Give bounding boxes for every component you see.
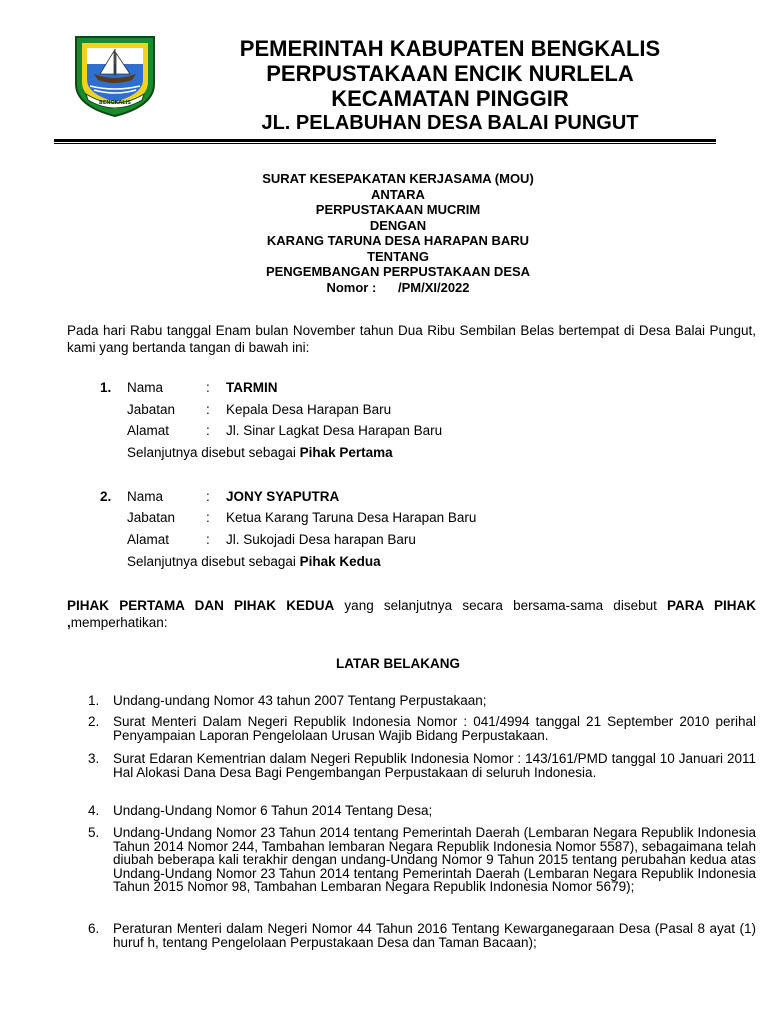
bengkalis-regency-emblem — [72, 34, 158, 118]
letterhead-line-2: PERPUSTAKAAN ENCIK NURLELA — [266, 61, 634, 86]
list-number: 4. — [88, 803, 100, 818]
title-line: TENTANG — [367, 248, 429, 264]
list-number: 6. — [88, 921, 100, 936]
list-text: Undang-Undang Nomor 23 Tahun 2014 tentang Pemerintah Daerah (Lembaran Negara Republik Indonesia Tahun 2014 Nomor 244, Tambahan lembaran Negara Republik Indonesia Nomor 5587), sebagaimana telah diubah beberapa kali terakhir dengan undang-Undang Nomor 9 Tahun 2015 tentang perubahan kedua atas Undang-Undang Nomor 23 Tahun 2014 tentang Pemerintah Daerah (Lembaran Negara Republik Indonesia Tahun 2015 Nomor 98, Tambahan Lembaran Negara Republik Indonesia Nomor 5679); — [113, 825, 756, 894]
title-line: PENGEMBANGAN PERPUSTAKAAN DESA — [265, 264, 531, 279]
colon: : — [206, 423, 210, 438]
list-text: Undang-undang Nomor 43 tahun 2007 Tentang Perpustakaan; — [113, 693, 487, 708]
parties-bold-2: PARA PIHAK , — [67, 598, 756, 630]
party-address-label: Alamat — [127, 532, 170, 547]
letterhead-divider — [54, 139, 716, 142]
party-number: 2. — [100, 489, 112, 504]
letterhead-divider-thin — [54, 143, 716, 144]
list-text: Surat Menteri Dalam Negeri Republik Indonesia Nomor : 041/4994 tanggal 21 September 2010 perihal Penyampaian Laporan Pengelolaan Urusan Wajib Bidang Perpustakaan. — [113, 714, 756, 743]
document-number: Nomor : /PM/XI/2022 — [326, 279, 470, 295]
section-title: LATAR BELAKANG — [336, 656, 460, 671]
list-text: Undang-Undang Nomor 6 Tahun 2014 Tentang Desa; — [113, 803, 433, 818]
reference-term: Pihak Kedua — [299, 554, 381, 569]
party-address: Jl. Sinar Lagkat Desa Harapan Baru — [226, 423, 443, 438]
intro-paragraph: Pada hari Rabu tanggal Enam bulan November tahun Dua Ribu Sembilan Belas bertempat di Desa Balai Pungut, kami yang bertanda tangan di bawah ini: — [67, 323, 756, 355]
title-line: PERPUSTAKAAN MUCRIM — [315, 202, 481, 217]
party-name-label: Nama — [127, 380, 164, 395]
svg-text:BENGKALIS: BENGKALIS — [99, 100, 131, 106]
letterhead-line-1: PEMERINTAH KABUPATEN BENGKALIS — [239, 36, 661, 61]
party-address: Jl. Sukojadi Desa harapan Baru — [226, 532, 416, 547]
list-number: 5. — [88, 825, 100, 840]
parties-bold-1: PIHAK PERTAMA DAN PIHAK KEDUA — [67, 598, 335, 613]
reference-prefix: Selanjutnya disebut sebagai — [127, 445, 300, 460]
list-text: Surat Edaran Kementrian dalam Negeri Republik Indonesia Nomor : 143/161/PMD tanggal 10 Januari 2011 Hal Alokasi Dana Desa Bagi Pengembangan Perpustakaan di seluruh Indonesia. — [113, 751, 756, 780]
party-position: Kepala Desa Harapan Baru — [226, 402, 392, 417]
letterhead-address: JL. PELABUHAN DESA BALAI PUNGUT — [261, 112, 639, 134]
party-position: Ketua Karang Taruna Desa Harapan Baru — [226, 510, 477, 525]
party-number: 1. — [100, 380, 112, 395]
list-number: 2. — [88, 714, 100, 729]
title-line: KARANG TARUNA DESA HARAPAN BARU — [266, 233, 530, 248]
party-name: TARMIN — [226, 380, 278, 395]
party-reference — [127, 553, 381, 570]
party-reference — [127, 444, 393, 461]
colon: : — [206, 402, 210, 417]
colon: : — [206, 510, 210, 525]
party-name-label: Nama — [127, 489, 164, 504]
colon: : — [206, 532, 210, 547]
party-position-label: Jabatan — [127, 402, 176, 417]
colon: : — [206, 489, 210, 504]
party-position-label: Jabatan — [127, 510, 176, 525]
title-line: SURAT KESEPAKATAN KERJASAMA (MOU) — [262, 171, 534, 186]
list-number: 3. — [88, 751, 100, 766]
parties-paragraph — [67, 597, 756, 631]
parties-mid-text: yang selanjutnya secara bersama-sama disebut — [334, 598, 668, 613]
colon: : — [206, 380, 210, 395]
reference-prefix: Selanjutnya disebut sebagai — [127, 554, 300, 569]
document-title — [0, 171, 768, 295]
letterhead-line-3: KECAMATAN PINGGIR — [331, 86, 569, 111]
title-line: ANTARA — [371, 186, 425, 202]
parties-end-text: memperhatikan: — [70, 615, 168, 630]
title-line: DENGAN — [369, 217, 427, 233]
party-address-label: Alamat — [127, 423, 170, 438]
reference-term: Pihak Pertama — [299, 445, 393, 460]
list-number: 1. — [88, 693, 100, 708]
party-name: JONY SYAPUTRA — [226, 489, 340, 504]
list-text: Peraturan Menteri dalam Negeri Nomor 44 Tahun 2016 Tentang Kewarganegaraan Desa (Pasal 8 ayat (1) huruf h, tentang Pengelolaan Perpustakaan Desa dan Taman Bacaan); — [113, 921, 756, 950]
